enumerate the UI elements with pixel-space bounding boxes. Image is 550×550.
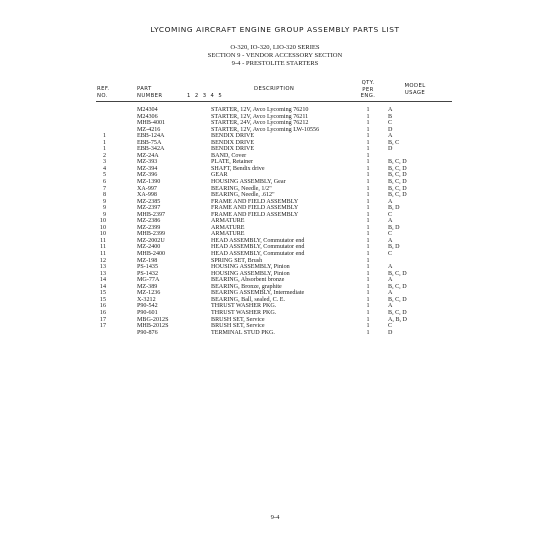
description: BEARING, Ball, sealed, C. E. [211, 296, 285, 303]
section-heading: SECTION 9 - VENDOR ACCESSORY SECTION [207, 52, 343, 59]
part-number: MHB-4001 [137, 120, 166, 127]
qty-per-engine: 1 [366, 205, 370, 212]
qty-per-engine: 1 [366, 316, 370, 323]
description: STARTER, 12V, Avco Lycoming LW-10556 [211, 126, 320, 133]
document-title: LYCOMING AIRCRAFT ENGINE GROUP ASSEMBLY PARTS LIST [150, 25, 400, 34]
description: HOUSING ASSEMBLY, Pinion [211, 270, 290, 277]
qty-per-engine: 1 [366, 231, 370, 238]
qty-per-engine: 1 [366, 211, 370, 218]
indent-levels-header: 1 2 3 4 5 [187, 92, 223, 99]
ref-number: 9 [102, 198, 106, 205]
qty-per-engine: 1 [366, 172, 370, 179]
model-usage: B, C [388, 139, 400, 146]
description: ARMATURE [211, 224, 245, 231]
qty-per-engine: 1 [366, 244, 370, 251]
part-number: MZ-2400 [137, 244, 161, 251]
qty-per-engine: 1 [366, 283, 370, 290]
part-number: XA-998 [137, 192, 157, 199]
description: BENDIX DRIVE [211, 133, 255, 140]
qty-per-engine: 1 [366, 329, 370, 336]
part-header-line1: PART [137, 86, 152, 92]
model-usage: A [388, 264, 393, 271]
qty-header [356, 80, 380, 100]
description: BENDIX DRIVE [211, 139, 255, 146]
model-usage: A [388, 303, 393, 310]
ref-number: 9 [102, 211, 106, 218]
part-number-header [137, 86, 162, 99]
ref-number: 15 [99, 290, 106, 297]
model-usage: B, D [388, 244, 400, 251]
description: HOUSING ASSEMBLY, Gear [211, 179, 286, 186]
model-usage: A [388, 290, 393, 297]
ref-header-line1: REF. [97, 86, 110, 92]
description: HEAD ASSEMBLY, Commutator end [211, 244, 305, 251]
qty-per-engine: 1 [366, 198, 370, 205]
ref-number: 1 [102, 133, 106, 140]
ref-number: 11 [100, 244, 106, 251]
description: HOUSING ASSEMBLY, Pinion [211, 264, 290, 271]
qty-per-engine: 1 [366, 146, 370, 153]
qty-per-engine: 1 [366, 296, 370, 303]
model-usage: A [388, 133, 393, 140]
part-number: MZ-389 [137, 283, 158, 290]
model-usage-header [399, 83, 431, 96]
model-usage: D [388, 146, 393, 153]
header-divider [96, 101, 452, 102]
qty-per-engine: 1 [366, 152, 370, 159]
qty-per-engine: 1 [366, 290, 370, 297]
part-number: MHB-2397 [137, 211, 166, 218]
ref-number: 3 [102, 159, 106, 166]
subsection-heading: 9-4 - PRESTOLITE STARTERS [231, 60, 319, 67]
part-number: MZ-394 [137, 165, 158, 172]
part-number: PS-1432 [137, 270, 158, 277]
model-usage: D [388, 126, 393, 133]
qty-per-engine: 1 [366, 257, 370, 264]
part-number: MZ-24A [137, 152, 159, 159]
model-usage: B, C, D [388, 172, 407, 179]
part-number: MZ-2002U [137, 237, 165, 244]
model-usage: B, C, D [388, 165, 407, 172]
description: BRUSH SET, Service [211, 316, 265, 323]
model-usage: B, C, D [388, 309, 407, 316]
part-number: MHB-2399 [137, 231, 166, 238]
part-number: PS-1435 [137, 264, 158, 271]
ref-number: 17 [99, 323, 106, 330]
ref-header-line2: NO. [97, 92, 108, 99]
model-usage: A [388, 198, 393, 205]
ref-number: 2 [102, 152, 106, 159]
part-number: MBG-2012S [137, 316, 169, 323]
description: STARTER, 12V, Avco Lycoming 76211 [211, 113, 309, 120]
part-number: MZ-2397 [137, 205, 161, 212]
model-usage: B [388, 113, 393, 120]
qty-header-line2: PER [362, 86, 374, 93]
qty-per-engine: 1 [366, 277, 370, 284]
description: FRAME AND FIELD ASSEMBLY [211, 198, 299, 205]
description: STARTER, 24V, Avco Lycoming 76212 [211, 120, 309, 127]
parts-list [0, 107, 550, 336]
ref-number: 10 [99, 218, 106, 225]
description-header: DESCRIPTION [254, 86, 295, 92]
ref-number: 14 [99, 277, 106, 284]
ref-number: 1 [102, 139, 106, 146]
description: HEAD ASSEMBLY, Commutator end [211, 237, 305, 244]
part-number: MZ-4216 [137, 126, 161, 133]
qty-per-engine: 1 [366, 126, 370, 133]
part-number: MHB-2400 [137, 251, 166, 258]
part-number: EBB-342A [137, 146, 165, 153]
model-usage: A [388, 277, 393, 284]
qty-per-engine: 1 [366, 251, 370, 258]
qty-per-engine: 1 [366, 303, 370, 310]
ref-number: 9 [102, 205, 106, 212]
qty-per-engine: 1 [366, 165, 370, 172]
model-usage: A [388, 218, 393, 225]
part-number: M24306 [137, 113, 158, 120]
ref-number: 15 [99, 296, 106, 303]
qty-per-engine: 1 [366, 270, 370, 277]
part-number: MZ-393 [137, 159, 158, 166]
series-heading: O-320, IO-320, LIO-320 SERIES [230, 44, 320, 51]
model-usage: B, C, D [388, 159, 407, 166]
ref-number: 11 [100, 237, 106, 244]
qty-per-engine: 1 [366, 107, 370, 113]
description: BEARING, Bronze, graphite [211, 283, 282, 290]
qty-per-engine: 1 [366, 159, 370, 166]
part-number: MHB-2012S [137, 323, 169, 330]
part-number: M24304 [137, 107, 158, 113]
model-usage: B, C, D [388, 185, 407, 192]
model-usage: A, B, D [388, 316, 407, 323]
part-number: MZ-198 [137, 257, 158, 264]
qty-per-engine: 1 [366, 323, 370, 330]
ref-number: 7 [102, 185, 106, 192]
model-usage: C [388, 211, 393, 218]
part-number: XA-997 [137, 185, 157, 192]
qty-per-engine: 1 [366, 185, 370, 192]
part-number: X-3212 [137, 296, 156, 303]
description: ARMATURE [211, 218, 245, 225]
ref-number: 8 [102, 192, 106, 199]
ref-number: 11 [100, 251, 106, 258]
description: BRUSH SET, Service [211, 323, 265, 330]
qty-per-engine: 1 [366, 113, 370, 120]
qty-per-engine: 1 [366, 179, 370, 186]
qty-per-engine: 1 [366, 120, 370, 127]
ref-number: 1 [102, 146, 106, 153]
ref-number: 10 [99, 231, 106, 238]
model-usage: A [388, 237, 393, 244]
description: BEARING, Needle, 1/2" [211, 185, 272, 192]
part-number: MZ-396 [137, 172, 158, 179]
qty-per-engine: 1 [366, 309, 370, 316]
part-number: MZ-2399 [137, 224, 161, 231]
model-usage: D [388, 329, 393, 336]
qty-per-engine: 1 [366, 264, 370, 271]
description: PLATE, Retainer [211, 159, 253, 166]
ref-number: 17 [99, 316, 106, 323]
model-usage: B, C, D [388, 179, 407, 186]
qty-header-line1: QTY. [361, 80, 375, 86]
description: BAND, Cover [211, 152, 247, 159]
table-row [0, 330, 550, 337]
qty-per-engine: 1 [366, 133, 370, 140]
part-number: P90-601 [137, 309, 158, 316]
ref-number: 10 [99, 224, 106, 231]
model-usage: B, C, D [388, 283, 407, 290]
model-usage: B, C, D [388, 192, 407, 199]
description: THRUST WASHER PKG. [211, 309, 277, 316]
qty-header-line3: ENG. [360, 93, 376, 99]
description: BEARING ASSEMBLY, Intermediate [211, 290, 305, 297]
ref-number: 13 [99, 270, 106, 277]
description: BEARING, Needle, .612" [211, 192, 275, 199]
qty-per-engine: 1 [366, 218, 370, 225]
model-usage: C [388, 251, 393, 258]
model-header-line1: MODEL [404, 83, 426, 89]
model-usage: C [388, 323, 393, 330]
model-usage: B, C, D [388, 270, 407, 277]
qty-per-engine: 1 [366, 224, 370, 231]
ref-number: 5 [102, 172, 106, 179]
part-number: MZ-1390 [137, 179, 161, 186]
model-usage: B, D [388, 205, 400, 212]
description: FRAME AND FIELD ASSEMBLY [211, 211, 299, 218]
description: HEAD ASSEMBLY, Commutator end [211, 251, 305, 258]
part-number: EBB-124A [137, 133, 165, 140]
model-usage: C [388, 120, 393, 127]
model-header-line2: USAGE [404, 89, 426, 96]
part-number: P90-542 [137, 303, 158, 310]
ref-number: 14 [99, 283, 106, 290]
description: BEARING, Absorbent bronze [211, 277, 285, 284]
ref-number: 13 [99, 264, 106, 271]
part-number: MZ-1236 [137, 290, 161, 297]
description: SPRING SET, Brush [211, 257, 263, 264]
description: FRAME AND FIELD ASSEMBLY [211, 205, 299, 212]
model-usage: B, D [388, 224, 400, 231]
model-usage: A [388, 107, 393, 113]
ref-number: 6 [102, 179, 106, 186]
description: GEAR [211, 172, 228, 179]
ref-number: 12 [99, 257, 106, 264]
ref-number: 4 [102, 165, 106, 172]
part-number: MZ-2386 [137, 218, 161, 225]
qty-per-engine: 1 [366, 139, 370, 146]
part-number: EBB-75A [137, 139, 162, 146]
qty-per-engine: 1 [366, 192, 370, 199]
description: THRUST WASHER PKG. [211, 303, 277, 310]
description: ARMATURE [211, 231, 245, 238]
part-number: MZ-2385 [137, 198, 161, 205]
qty-per-engine: 1 [366, 237, 370, 244]
part-number: MG-77A [137, 277, 160, 284]
part-number: P90-876 [137, 329, 158, 336]
model-usage: B, C, D [388, 296, 407, 303]
ref-number: 16 [99, 309, 106, 316]
description: BENDIX DRIVE [211, 146, 255, 153]
ref-number: 16 [99, 303, 106, 310]
description: TERMINAL STUD PKG. [211, 329, 275, 336]
part-header-line2: NUMBER [137, 92, 163, 99]
description: STARTER, 12V, Avco Lycoming 76210 [211, 107, 309, 113]
ref-header [97, 86, 110, 99]
page-number: 9-4 [270, 514, 280, 521]
description: SHAFT, Bendix drive [211, 165, 265, 172]
model-usage: C [388, 231, 393, 238]
